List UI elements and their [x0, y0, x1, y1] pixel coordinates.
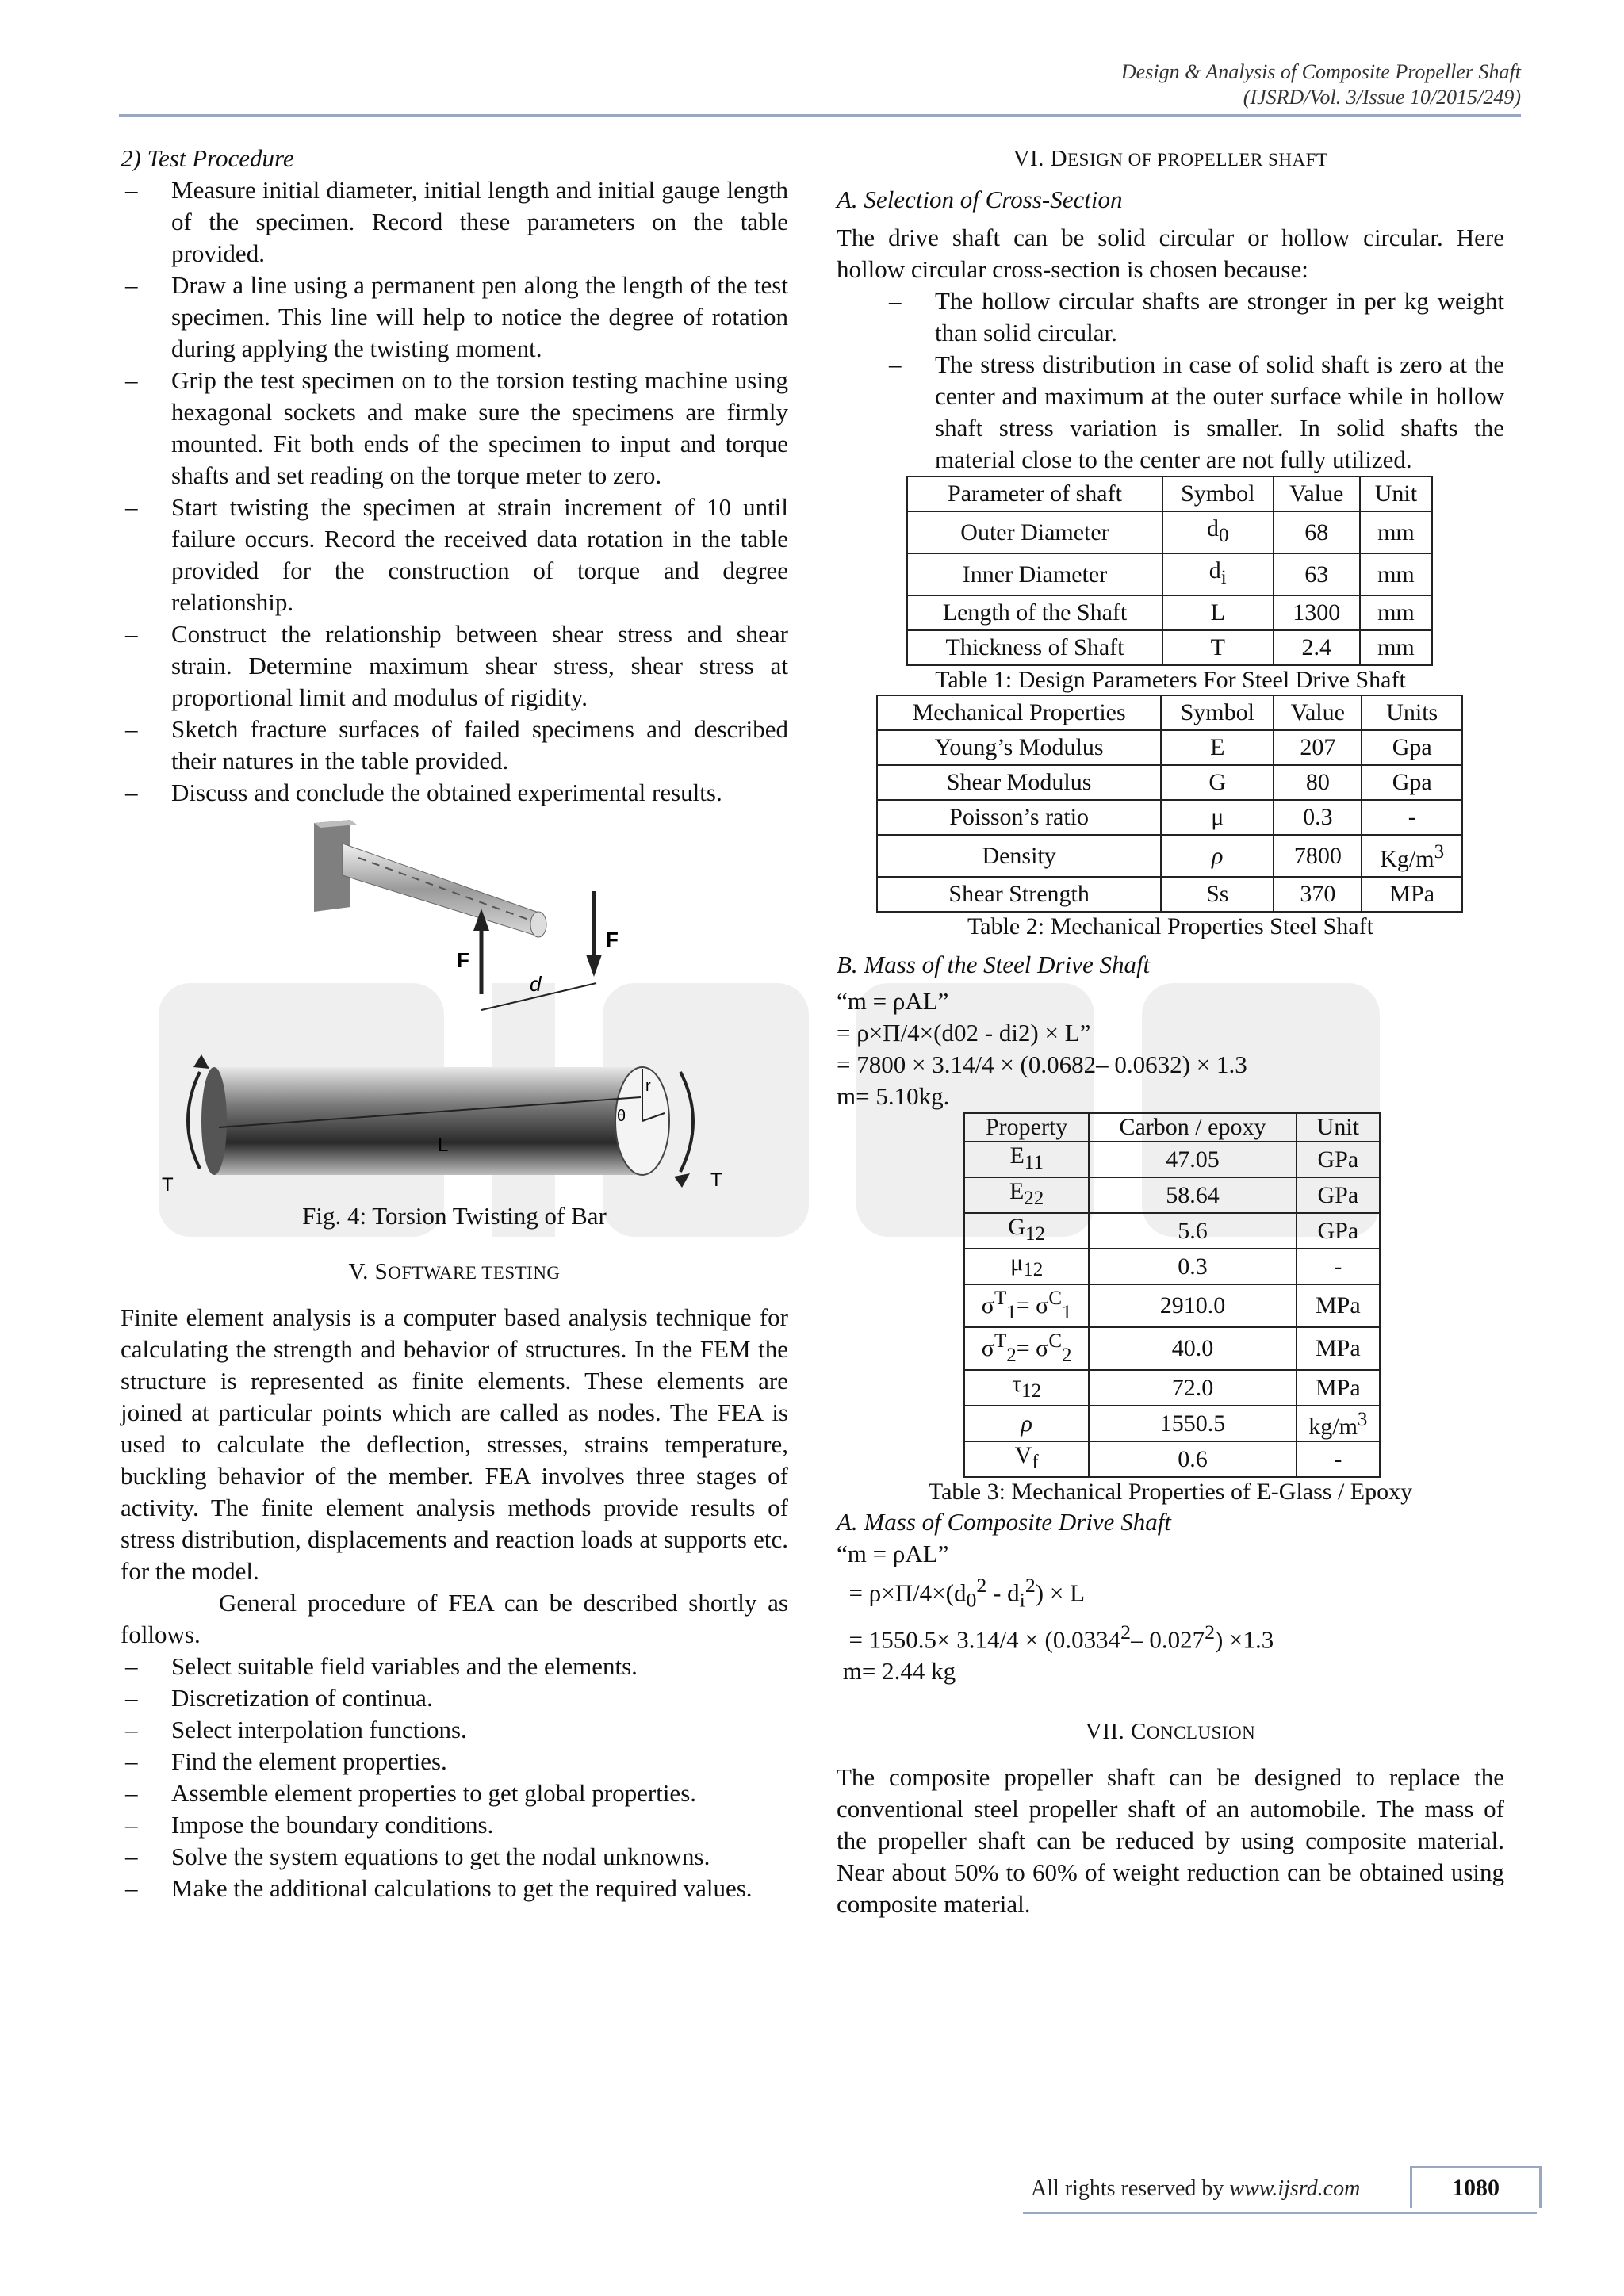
- table-row: [907, 511, 1432, 553]
- table-cell: GPa: [1297, 1213, 1380, 1249]
- list-item: – Grip the test specimen on to the torsion testing machine using hexagonal sockets and make sure the specimens are firmly mounted. Fit both ends of the specimen to input and torque shafts and set reading on the torque meter to zero.: [121, 365, 788, 492]
- right-column: [837, 143, 1504, 1920]
- equation-superscript: 2: [976, 1574, 987, 1597]
- equation-part: ) × L: [1035, 1578, 1086, 1607]
- table-cell: [964, 1249, 1089, 1284]
- table-cell: MPa: [1297, 1327, 1380, 1370]
- symbol-subscript: i: [1220, 567, 1227, 588]
- symbol-superscript: C: [1048, 1330, 1062, 1352]
- symbol-subscript: 1: [1006, 1302, 1017, 1323]
- table-cell: Young’s Modulus: [877, 730, 1161, 765]
- table-cell: ρ: [964, 1406, 1089, 1441]
- table-header-cell: Unit: [1297, 1113, 1380, 1142]
- table-cell: [964, 1284, 1089, 1327]
- table-cell: 0.3: [1089, 1249, 1296, 1284]
- symbol-subscript: 11: [1024, 1152, 1044, 1173]
- list-item: – Select suitable field variables and the elements.: [121, 1651, 788, 1682]
- table-cell: Inner Diameter: [907, 553, 1162, 595]
- table-cell: [964, 1213, 1089, 1249]
- symbol: d: [1207, 515, 1220, 541]
- equation-subscript: i: [1019, 1588, 1025, 1612]
- table-row: [877, 835, 1462, 877]
- symbol: V: [1014, 1442, 1032, 1468]
- equation-line: = 7800 × 3.14/4 × (0.0682– 0.0632) × 1.3: [837, 1050, 1247, 1078]
- table-cell: [964, 1327, 1089, 1370]
- table-cell: 1300: [1274, 595, 1360, 630]
- table-cell: ρ: [1161, 835, 1274, 877]
- table-cell: 0.6: [1089, 1441, 1296, 1477]
- table-cell: 68: [1274, 511, 1360, 553]
- conclusion-paragraph: The composite propeller shaft can be designed to replace the conventional steel propeller shaft of an automobile. The mass of the propeller shaft can be reduced by using composite material. Near about 50% to 60% of weight reduction can be obtained using composite material.: [837, 1762, 1504, 1918]
- table-cell: Outer Diameter: [907, 511, 1162, 553]
- table-cell: 58.64: [1089, 1177, 1296, 1213]
- equation-part: – 0.027: [1131, 1624, 1205, 1653]
- equation-line: “m = ρAL”: [837, 1540, 949, 1567]
- list-item: – The stress distribution in case of solid shaft is zero at the center and maximum at the outer surface while in hollow shaft stress variation is smaller. In solid shafts the material close to the center are not fully utilized.: [884, 349, 1504, 476]
- section-title: OFTWARE TESTING: [388, 1263, 561, 1283]
- table-cell: [964, 1370, 1089, 1406]
- list-item: – Sketch fracture surfaces of failed specimens and described their natures in the table provided.: [121, 714, 788, 777]
- section-heading-design: [837, 143, 1504, 176]
- table-header-cell: Value: [1274, 695, 1362, 730]
- table-cell: mm: [1360, 511, 1432, 553]
- test-procedure-heading: 2) Test Procedure: [121, 144, 294, 172]
- running-header-title: Design & Analysis of Composite Propeller Shaft: [1120, 60, 1521, 83]
- table-cell: MPa: [1362, 877, 1462, 912]
- list-item: – Construct the relationship between shear stress and shear strain. Determine maximum shear stress, shear stress at proportional limit and modulus of rigidity.: [121, 618, 788, 714]
- table-cell: Length of the Shaft: [907, 595, 1162, 630]
- selection-points: [837, 285, 1504, 476]
- table-row: [964, 1177, 1380, 1213]
- table-row: [964, 1441, 1380, 1477]
- table-row: [964, 1370, 1380, 1406]
- table-cell: 0.3: [1274, 800, 1362, 835]
- table-mechanical-properties-composite: [963, 1112, 1381, 1478]
- table-cell: 2910.0: [1089, 1284, 1296, 1327]
- table-header-cell: Symbol: [1161, 695, 1274, 730]
- equation-superscript: 2: [1025, 1574, 1036, 1597]
- symbol-subscript: 1: [1062, 1302, 1072, 1323]
- footer-site-link[interactable]: www.ijsrd.com: [1229, 2176, 1361, 2201]
- table-cell: Gpa: [1362, 765, 1462, 800]
- list-item: – Draw a line using a permanent pen along the length of the test specimen. This line will help to notice the degree of rotation during applying the twisting moment.: [121, 270, 788, 365]
- symbol-equals: = σ: [1016, 1335, 1049, 1361]
- symbol: μ: [1010, 1249, 1024, 1276]
- list-item: – Impose the boundary conditions.: [121, 1809, 788, 1841]
- symbol-subscript: 0: [1219, 525, 1229, 546]
- footer-rights-prefix: All rights reserved by: [1031, 2176, 1230, 2201]
- symbol-subscript: 2: [1062, 1345, 1072, 1366]
- equation-part: - d: [986, 1578, 1020, 1607]
- equation-part: = 1550.5× 3.14/4 × (0.0334: [837, 1624, 1121, 1653]
- header-rule: [119, 114, 1521, 117]
- list-item: – Make the additional calculations to get the required values.: [121, 1873, 788, 1904]
- table-cell: 40.0: [1089, 1327, 1296, 1370]
- table1-caption: Table 1: Design Parameters For Steel Drive Shaft: [935, 667, 1406, 693]
- table-cell: -: [1297, 1441, 1380, 1477]
- table-cell: T: [1162, 630, 1274, 665]
- symbol: σ: [981, 1292, 994, 1318]
- table-header-cell: Units: [1362, 695, 1462, 730]
- table-cell: L: [1162, 595, 1274, 630]
- fea-intro: General procedure of FEA can be described shortly as follows.: [121, 1589, 788, 1648]
- symbol-superscript: C: [1048, 1288, 1062, 1309]
- table-cell: 207: [1274, 730, 1362, 765]
- table-cell: 2.4: [1274, 630, 1360, 665]
- table-row: [877, 800, 1462, 835]
- mass-composite-heading: A. Mass of Composite Drive Shaft: [837, 1508, 1171, 1536]
- table-cell: mm: [1360, 630, 1432, 665]
- left-column: [121, 143, 788, 1904]
- cylinder-bar: [214, 1067, 642, 1175]
- table-header-cell: Unit: [1360, 476, 1432, 511]
- list-item: – Select interpolation functions.: [121, 1714, 788, 1746]
- symbol-subscript: 2: [1006, 1345, 1017, 1366]
- table-cell: Thickness of Shaft: [907, 630, 1162, 665]
- torsion-diagram: [121, 820, 788, 1200]
- table-row: [964, 1142, 1380, 1177]
- equation-line: m= 5.10kg.: [837, 1082, 950, 1110]
- list-item: – Discretization of continua.: [121, 1682, 788, 1714]
- symbol: σ: [981, 1335, 994, 1361]
- equation-line: “m = ρAL”: [837, 987, 949, 1015]
- equation-superscript: 2: [1120, 1620, 1132, 1644]
- section-number: V. S: [348, 1259, 389, 1284]
- section-heading-conclusion: [837, 1716, 1504, 1749]
- table-cell: [1162, 511, 1274, 553]
- table-cell: [1297, 1406, 1380, 1441]
- dimension-d-label: d: [530, 972, 542, 996]
- equation-line: = ρ×Π/4×(d02 - di2) × L”: [837, 1019, 1091, 1047]
- symbol-superscript: T: [994, 1330, 1007, 1352]
- torque-arc-right: [680, 1072, 693, 1172]
- force-label-f1: F: [457, 948, 469, 972]
- table-header-cell: Property: [964, 1113, 1089, 1142]
- table-header-cell: Carbon / epoxy: [1089, 1113, 1296, 1142]
- unit-superscript: 3: [1357, 1409, 1368, 1430]
- table-row: [964, 1213, 1380, 1249]
- table-cell: MPa: [1297, 1370, 1380, 1406]
- table-header-row: [877, 695, 1462, 730]
- symbol-subscript: 12: [1025, 1223, 1045, 1245]
- unit-text: Kg/m: [1380, 846, 1434, 872]
- table-cell: 1550.5: [1089, 1406, 1296, 1441]
- equation-part: ) ×1.3: [1214, 1624, 1274, 1653]
- selection-paragraph: The drive shaft can be solid circular or hollow circular. Here hollow circular cross-section is chosen because:: [837, 224, 1504, 283]
- table-cell: 80: [1274, 765, 1362, 800]
- table-header-cell: Symbol: [1162, 476, 1274, 511]
- symbol-subscript: 12: [1021, 1380, 1042, 1402]
- section-number: VI. D: [1013, 146, 1068, 171]
- page-number-box: [1410, 2166, 1542, 2208]
- section-number: VII. C: [1085, 1718, 1147, 1744]
- unit-superscript: 3: [1434, 841, 1445, 863]
- fea-paragraph: Finite element analysis is a computer based analysis technique for calculating the strength and behavior of structures. In the FEM the structure is represented as finite elements. These elements are joined at particular points which are called as nodes. The FEA is used to calculate the deflection, stresses, strains temperature, buckling behavior of the member. FEA involves three stages of activity. The finite element analysis methods provide results of stress distribution, displacements and reaction loads at supports etc. for the model.: [121, 1303, 788, 1585]
- table-cell: Gpa: [1362, 730, 1462, 765]
- symbol-subscript: 22: [1024, 1188, 1044, 1209]
- symbol: E: [1009, 1178, 1025, 1204]
- equation-part: = ρ×Π/4×(d: [837, 1578, 967, 1607]
- unit-text: kg/m: [1308, 1414, 1358, 1440]
- table-header-cell: Value: [1274, 476, 1360, 511]
- symbol: G: [1008, 1214, 1025, 1240]
- table-row: [964, 1249, 1380, 1284]
- equation-line: [837, 1570, 1504, 1617]
- table-cell: [964, 1177, 1089, 1213]
- table-cell: GPa: [1297, 1142, 1380, 1177]
- table-header-cell: Mechanical Properties: [877, 695, 1161, 730]
- selection-heading: A. Selection of Cross-Section: [837, 186, 1123, 213]
- table-header-cell: Parameter of shaft: [907, 476, 1162, 511]
- table-cell: 47.05: [1089, 1142, 1296, 1177]
- list-item: – Assemble element properties to get global properties.: [121, 1777, 788, 1809]
- equation-subscript: 0: [966, 1588, 977, 1612]
- table-cell: mm: [1360, 553, 1432, 595]
- length-label: L: [438, 1135, 449, 1156]
- test-procedure-list: [121, 174, 788, 809]
- table-mechanical-properties-steel: [876, 695, 1463, 913]
- table-cell: 5.6: [1089, 1213, 1296, 1249]
- table-cell: 63: [1274, 553, 1360, 595]
- section-title: ONCLUSION: [1146, 1722, 1256, 1743]
- list-item: – The hollow circular shafts are stronger in per kg weight than solid circular.: [884, 285, 1504, 349]
- radius-label: r: [645, 1077, 651, 1095]
- force-label-f2: F: [606, 928, 619, 951]
- table-cell: μ: [1161, 800, 1274, 835]
- symbol-subscript: 12: [1023, 1259, 1044, 1280]
- table-row: [964, 1406, 1380, 1441]
- section-heading-software: [121, 1256, 788, 1289]
- table-cell: G: [1161, 765, 1274, 800]
- table-cell: E: [1161, 730, 1274, 765]
- symbol: d: [1208, 557, 1221, 584]
- equation-line: m= 2.44 kg: [837, 1656, 956, 1685]
- table-cell: MPa: [1297, 1284, 1380, 1327]
- table-cell: [964, 1441, 1089, 1477]
- table-row: [964, 1284, 1380, 1327]
- list-item: – Measure initial diameter, initial length and initial gauge length of the specimen. Record these parameters on the table provided.: [121, 174, 788, 270]
- symbol-equals: = σ: [1016, 1292, 1049, 1318]
- list-item: – Discuss and conclude the obtained experimental results.: [121, 777, 788, 809]
- table-cell: Poisson’s ratio: [877, 800, 1161, 835]
- footer-rights: [1031, 2176, 1360, 2202]
- list-item: – Start twisting the specimen at strain increment of 10 until failure occurs. Record the received data rotation in the table provided for the construction of torque and degree relationship.: [121, 492, 788, 618]
- table-row: [964, 1327, 1380, 1370]
- symbol-superscript: T: [994, 1288, 1007, 1309]
- table-row: [907, 595, 1432, 630]
- table-cell: Shear Strength: [877, 877, 1161, 912]
- running-header-journal: (IJSRD/Vol. 3/Issue 10/2015/249): [1243, 86, 1521, 109]
- symbol-subscript: f: [1032, 1452, 1039, 1473]
- table-cell: Density: [877, 835, 1161, 877]
- table-row: [907, 553, 1432, 595]
- torsion-figure: [121, 820, 788, 1200]
- table-row: [877, 877, 1462, 912]
- table-cell: [964, 1142, 1089, 1177]
- table-cell: [1362, 835, 1462, 877]
- table-cell: 370: [1274, 877, 1362, 912]
- symbol: τ: [1012, 1371, 1022, 1397]
- page-number: 1080: [1452, 2175, 1500, 2201]
- table-cell: -: [1297, 1249, 1380, 1284]
- table-cell: 7800: [1274, 835, 1362, 877]
- fea-steps-list: [121, 1651, 788, 1904]
- table-row: [907, 630, 1432, 665]
- table-cell: Ss: [1161, 877, 1274, 912]
- torque-label-left: T: [162, 1174, 174, 1196]
- table-row: [877, 765, 1462, 800]
- equation-superscript: 2: [1205, 1620, 1215, 1644]
- table-row: [877, 730, 1462, 765]
- rod: [343, 844, 541, 936]
- table-cell: [1162, 553, 1274, 595]
- symbol: E: [1009, 1142, 1025, 1169]
- torque-label-right: T: [710, 1169, 722, 1191]
- table-cell: -: [1362, 800, 1462, 835]
- table-cell: 72.0: [1089, 1370, 1296, 1406]
- table-cell: GPa: [1297, 1177, 1380, 1213]
- table3-caption: Table 3: Mechanical Properties of E-Glass / Epoxy: [928, 1479, 1413, 1505]
- list-item: – Solve the system equations to get the nodal unknowns.: [121, 1841, 788, 1873]
- table-header-row: [907, 476, 1432, 511]
- equation-line: [837, 1617, 1504, 1655]
- table2-caption: Table 2: Mechanical Properties Steel Shaft: [967, 913, 1373, 939]
- section-title: ESIGN OF PROPELLER SHAFT: [1067, 150, 1328, 170]
- figure-caption: Fig. 4: Torsion Twisting of Bar: [302, 1202, 607, 1230]
- mass-steel-heading: B. Mass of the Steel Drive Shaft: [837, 951, 1151, 978]
- torque-arc-left: [188, 1072, 200, 1169]
- table-design-parameters: [906, 476, 1433, 666]
- table-cell: Shear Modulus: [877, 765, 1161, 800]
- table-header-row: [964, 1113, 1380, 1142]
- table-cell: mm: [1360, 595, 1432, 630]
- footer-rule: [1023, 2212, 1537, 2214]
- theta-label: θ: [617, 1108, 626, 1125]
- list-item: – Find the element properties.: [121, 1746, 788, 1777]
